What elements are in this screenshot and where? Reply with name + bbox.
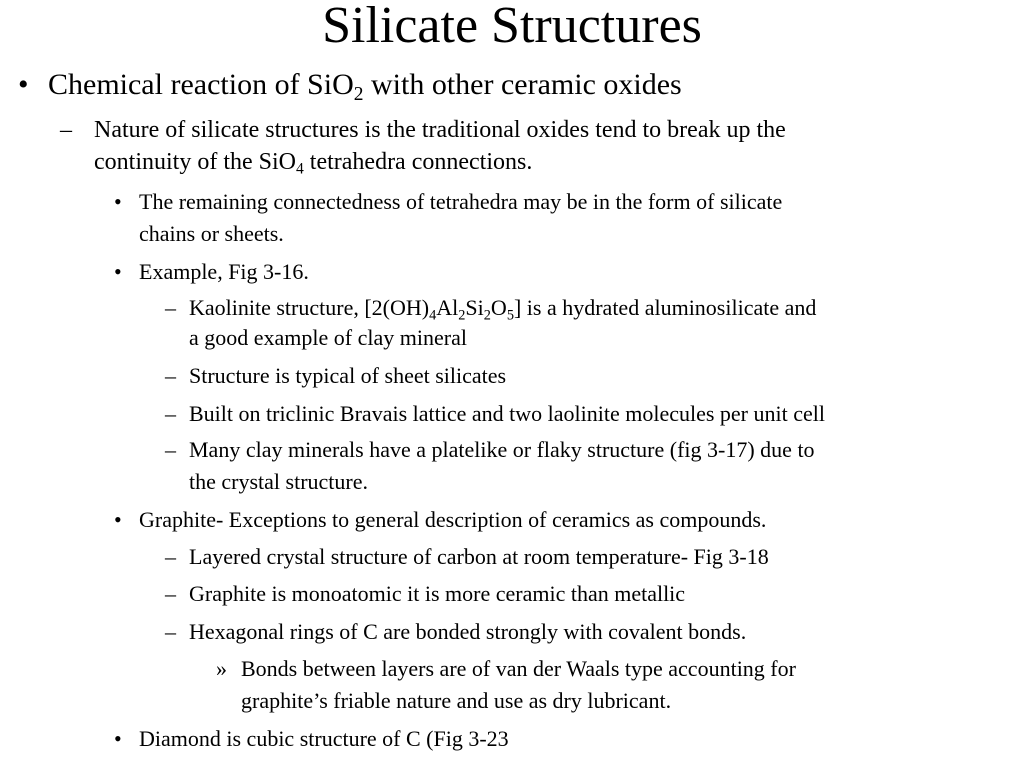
subbullet-text: Structure is typical of sheet silicates (189, 363, 507, 388)
slide-title: Silicate Structures (322, 0, 702, 54)
subbullet-line-1: Nature of silicate structures is the traditional oxides tend to break up the (94, 117, 786, 143)
subbullet-line-2: the crystal structure. (189, 469, 368, 494)
subbullet-line-2: graphite’s friable nature and use as dry lubricant. (241, 688, 672, 713)
dash-marker: – (165, 544, 176, 569)
bullet-marker: • (114, 507, 122, 532)
chevron-marker: » (216, 656, 227, 681)
subbullet-text: Graphite is monoatomic it is more ceramic than metallic (189, 581, 686, 606)
bullet-marker: • (114, 726, 122, 751)
subbullet-line-1: Kaolinite structure, $[2(OH)_4Al_2Si_2O_5]$ is a hydrated aluminosilicate and (189, 295, 817, 324)
dash-marker: – (165, 295, 176, 320)
dash-marker: – (60, 117, 72, 143)
subbullet-line-2: a good example of clay mineral (189, 325, 467, 350)
dash-marker: – (165, 401, 176, 426)
dash-marker: – (165, 437, 176, 462)
dash-marker: – (165, 581, 176, 606)
subbullet-text: Hexagonal rings of C are bonded strongly with covalent bonds. (189, 619, 747, 644)
dash-marker: – (165, 619, 176, 644)
bullet-text: Diamond is cubic structure of C (Fig 3-23 (139, 726, 509, 751)
bullet-marker: • (114, 189, 122, 214)
bullet-line-2: chains or sheets. (139, 221, 284, 246)
bullet-text: Graphite- Exceptions to general description of ceramics as compounds. (139, 507, 767, 532)
subbullet-text: Built on triclinic Bravais lattice and two laolinite molecules per unit cell (189, 401, 825, 426)
subbullet-line-1: Many clay minerals have a platelike or flaky structure (fig 3-17) due to (189, 437, 815, 462)
dash-marker: – (165, 363, 176, 388)
bullet-marker: • (114, 259, 122, 284)
bullet-text: Example, Fig 3-16. (139, 259, 309, 284)
subbullet-line-2: continuity of the SiO$_4$ tetrahedra connections. (94, 149, 533, 178)
bullet-text: Chemical reaction of SiO$_2$ with other ceramic oxides (48, 68, 682, 105)
bullet-marker: • (18, 68, 29, 101)
bullet-line-1: The remaining connectedness of tetrahedra may be in the form of silicate (139, 189, 783, 214)
subbullet-text: Layered crystal structure of carbon at room temperature- Fig 3-18 (189, 544, 769, 569)
subbullet-line-1: Bonds between layers are of van der Waals type accounting for (241, 656, 796, 681)
